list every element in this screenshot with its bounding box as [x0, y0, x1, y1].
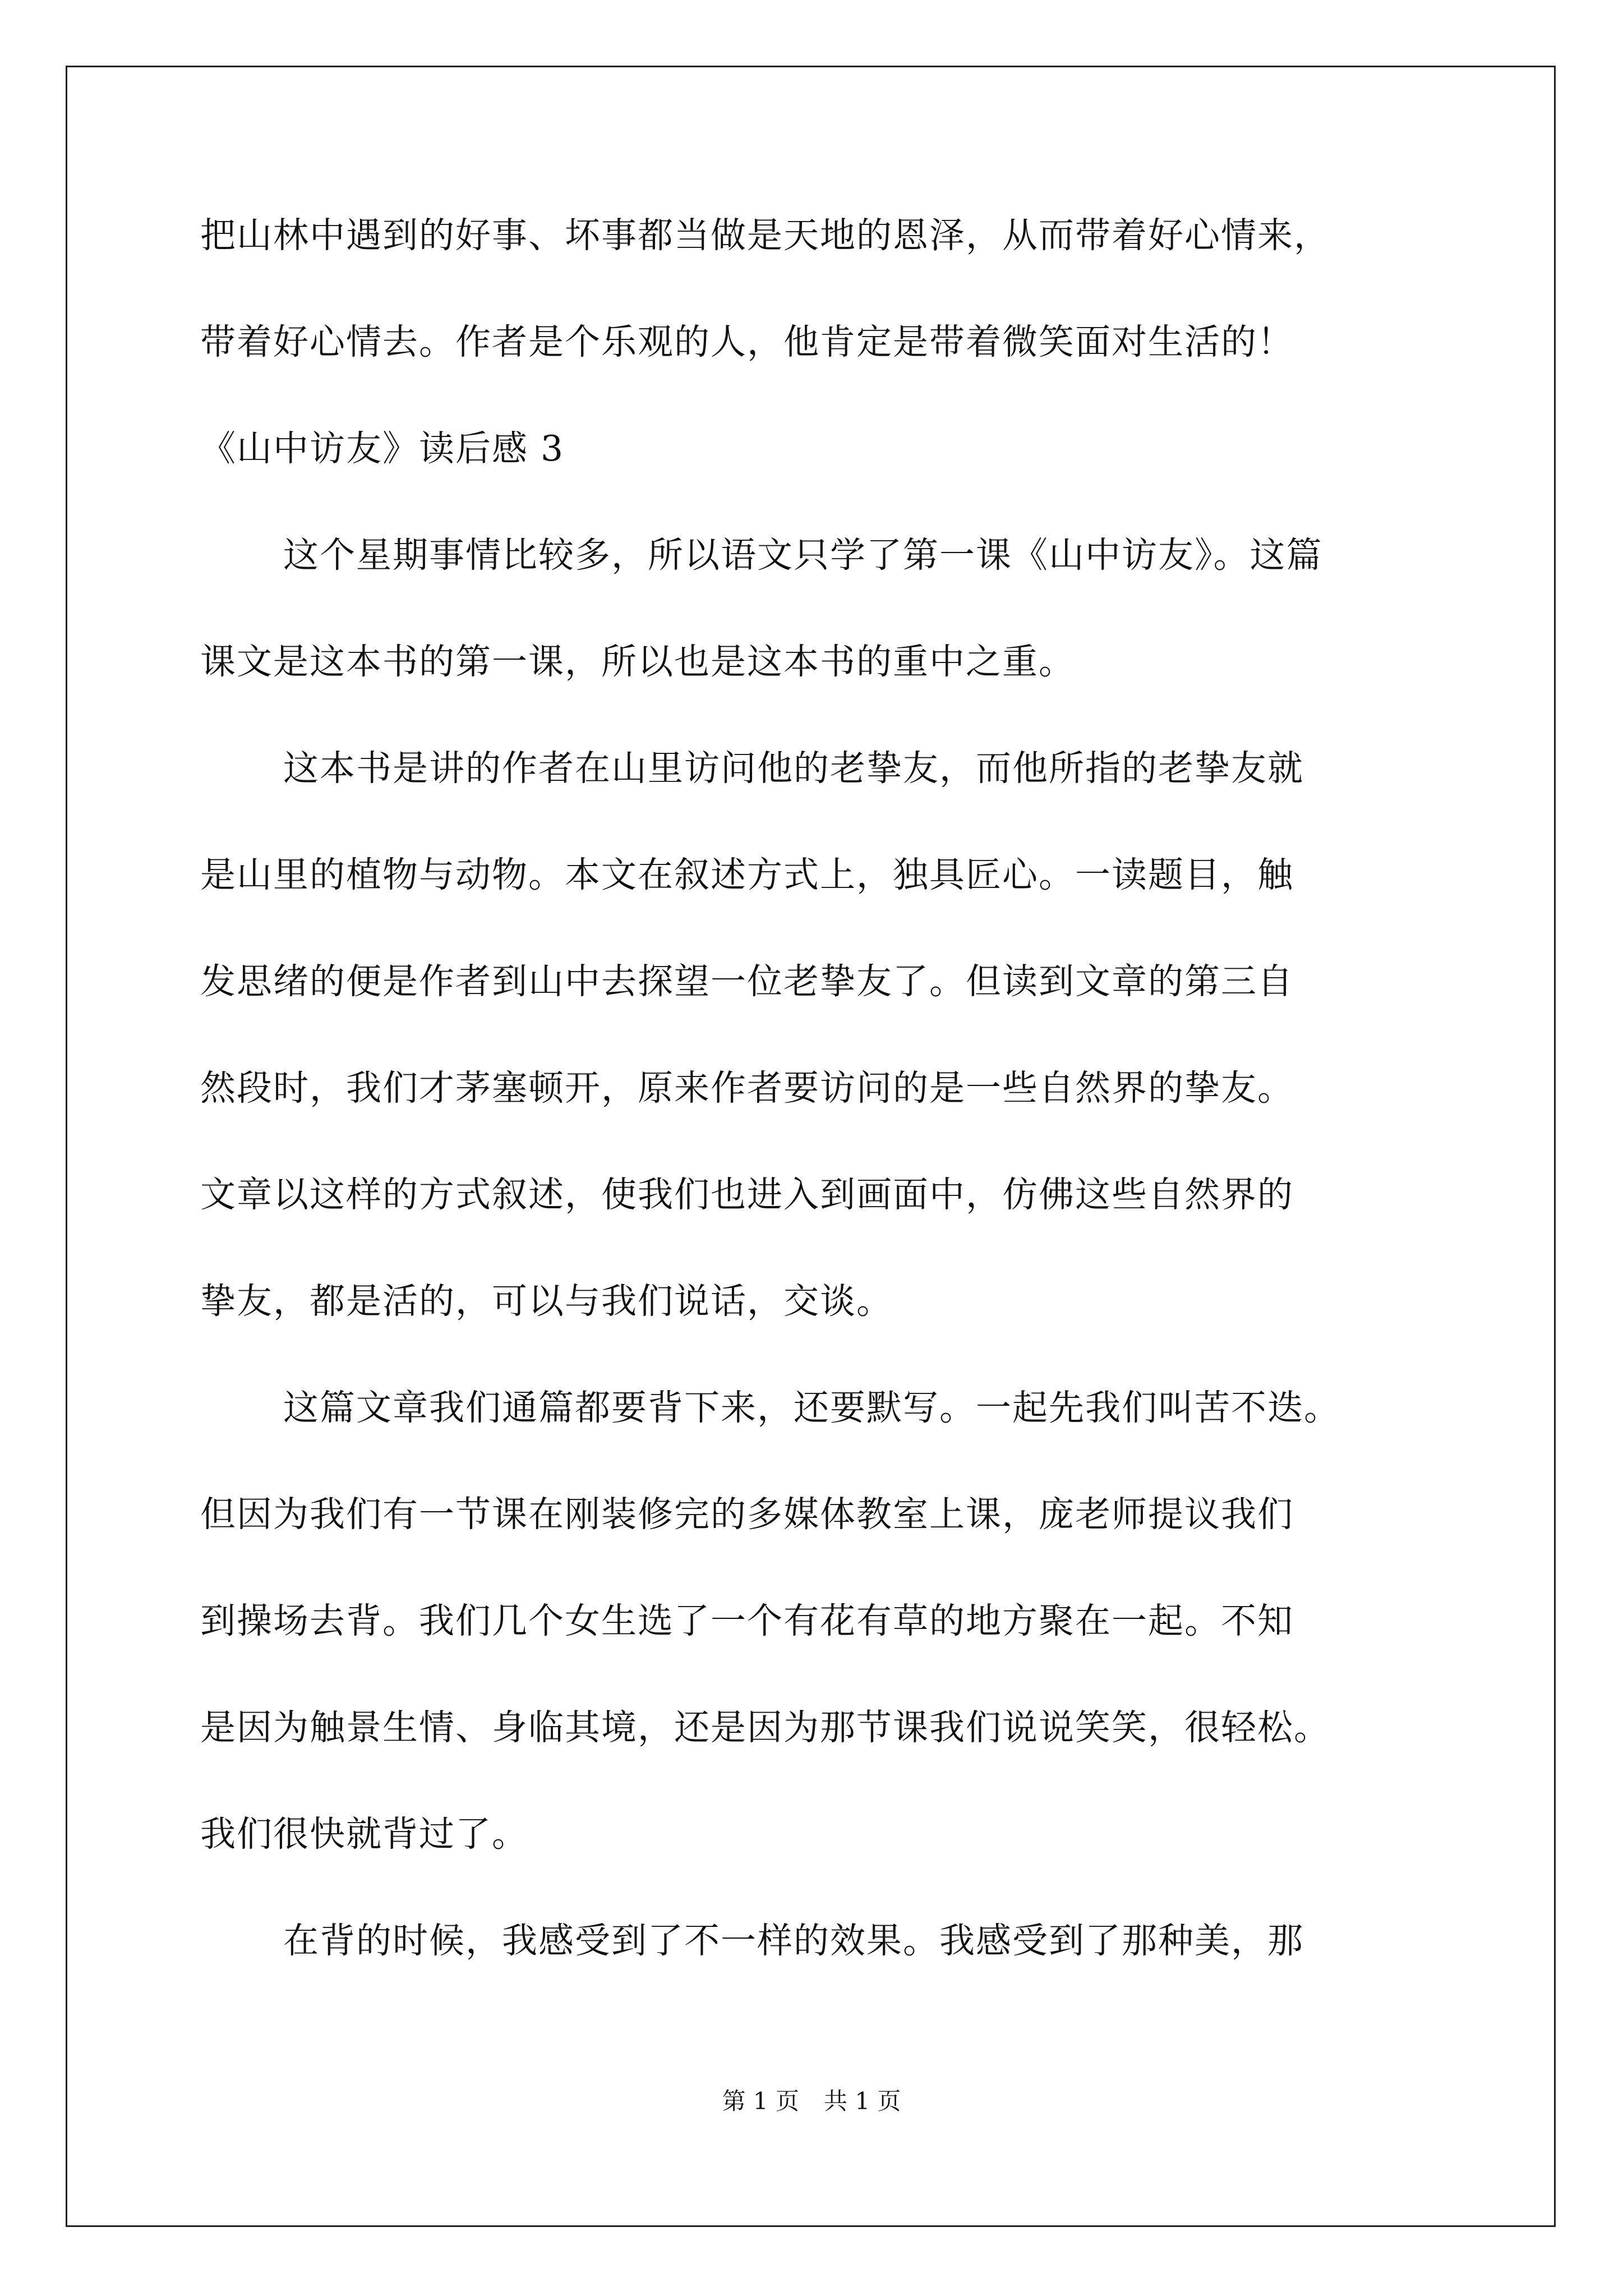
text-line: 是山里的植物与动物。本文在叙述方式上，独具匠心。一读题目，触	[200, 854, 1294, 895]
page-total: 共 1 页	[824, 2087, 901, 2115]
paragraph-start-line: 这本书是讲的作者在山里访问他的老挚友，而他所指的老挚友就	[283, 748, 1304, 789]
text-line: 文章以这样的方式叙述，使我们也进入到画面中，仿佛这些自然界的	[200, 1174, 1294, 1215]
text-line: 我们很快就背过了。	[200, 1814, 528, 1855]
page-border	[66, 66, 1556, 2227]
page-footer	[0, 2086, 1623, 2117]
text-line: 是因为触景生情、身临其境，还是因为那节课我们说说笑笑，很轻松。	[200, 1707, 1330, 1748]
paragraph-start-line: 在背的时候，我感受到了不一样的效果。我感受到了那种美，那	[283, 1920, 1304, 1961]
text-line: 课文是这本书的第一课，所以也是这本书的重中之重。	[200, 641, 1075, 682]
text-line: 挚友，都是活的，可以与我们说话，交谈。	[200, 1281, 893, 1322]
paragraph-start-line: 这个星期事情比较多，所以语文只学了第一课《山中访友》。这篇	[283, 535, 1323, 576]
text-line: 带着好心情去。作者是个乐观的人，他肯定是带着微笑面对生活的！	[200, 321, 1294, 362]
text-line: 把山林中遇到的好事、坏事都当做是天地的恩泽，从而带着好心情来，	[200, 215, 1330, 256]
paragraph-start-line: 这篇文章我们通篇都要背下来，还要默写。一起先我们叫苦不迭。	[283, 1387, 1340, 1428]
text-line: 然段时，我们才茅塞顿开，原来作者要访问的是一些自然界的挚友。	[200, 1068, 1294, 1108]
page-number: 第 1 页	[722, 2087, 799, 2115]
section-heading: 《山中访友》读后感 3	[200, 428, 565, 469]
text-line: 发思绪的便是作者到山中去探望一位老挚友了。但读到文章的第三自	[200, 961, 1294, 1002]
text-line: 到操场去背。我们几个女生选了一个有花有草的地方聚在一起。不知	[200, 1600, 1294, 1641]
text-line: 但因为我们有一节课在刚装修完的多媒体教室上课，庞老师提议我们	[200, 1494, 1294, 1535]
